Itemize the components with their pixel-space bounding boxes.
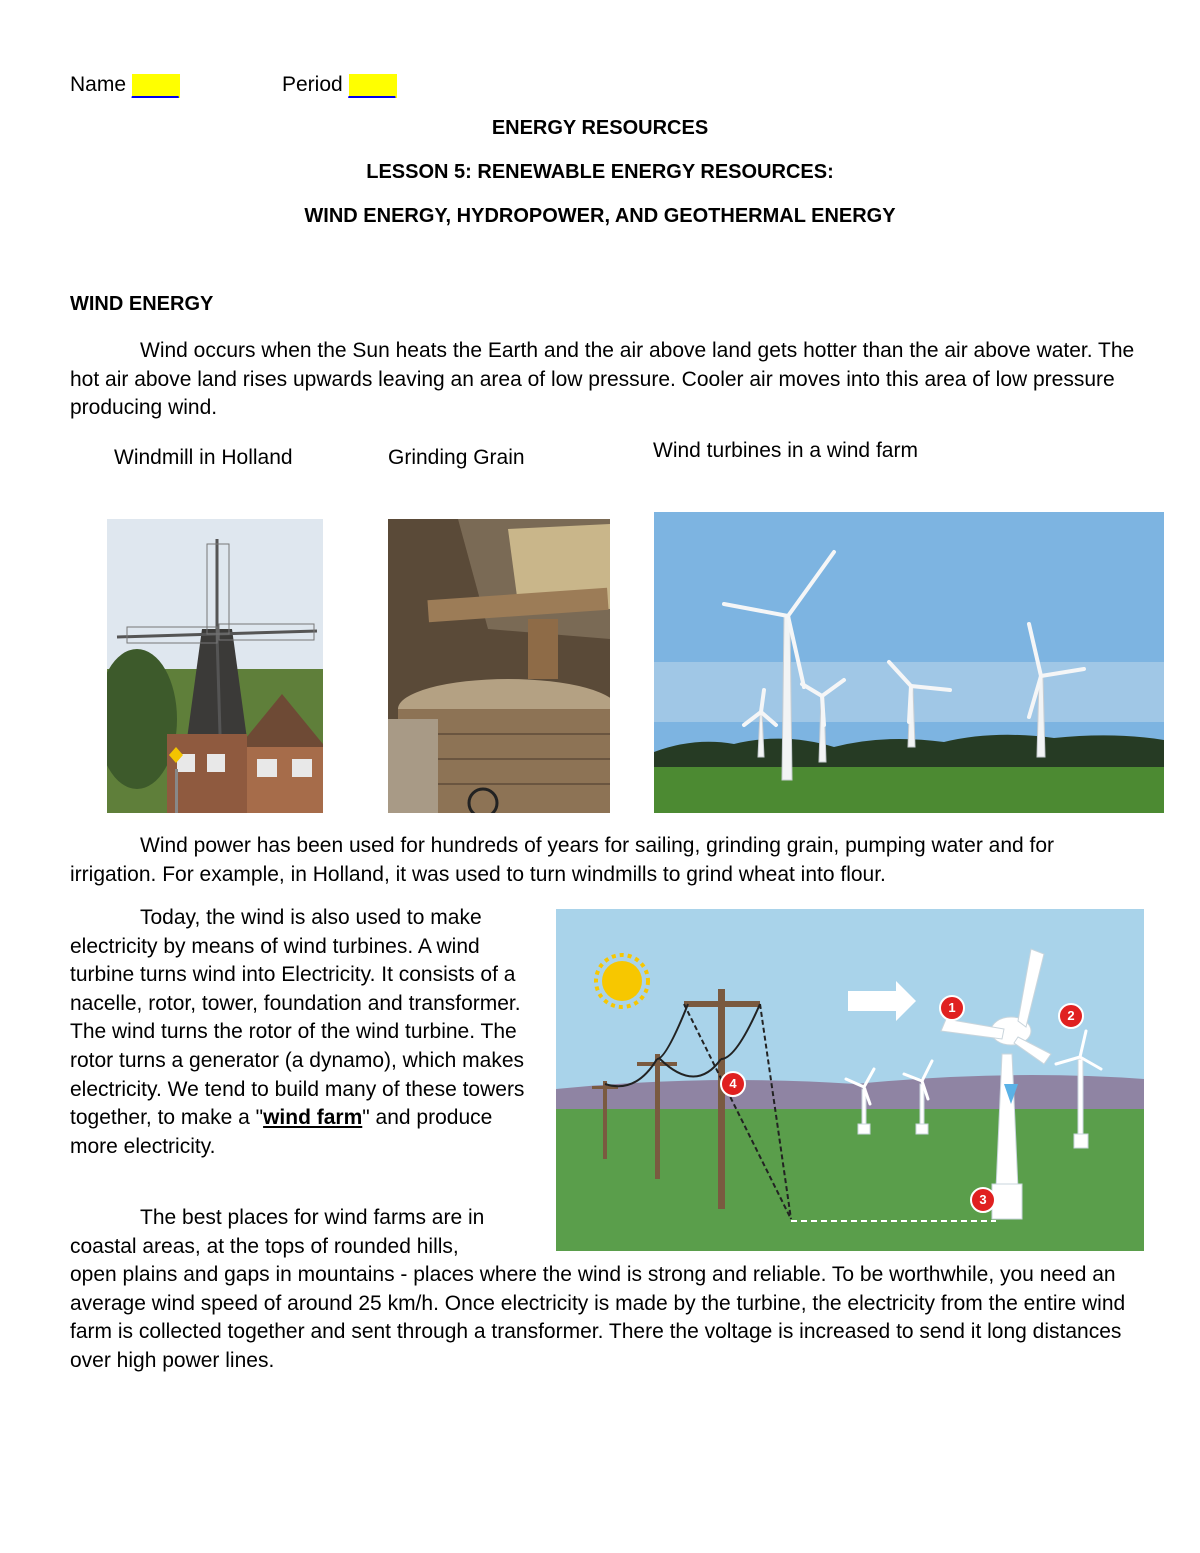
caption-farm: Wind turbines in a wind farm bbox=[653, 439, 918, 462]
intro-paragraph: Wind occurs when the Sun heats the Earth and the air above land gets hotter than the air above water. The hot air above land rises upwards leaving an area of low pressure. Cooler air moves into this area of low pressure producing wind. bbox=[70, 339, 1135, 420]
grain-photo bbox=[388, 519, 610, 813]
turbine-diagram bbox=[556, 909, 1144, 1251]
wind-farm-term: wind farm bbox=[263, 1106, 363, 1130]
section-heading: WIND ENERGY bbox=[70, 293, 214, 315]
period-field bbox=[282, 71, 397, 100]
diagram-marker-3 bbox=[970, 1187, 996, 1213]
diagram-marker-1 bbox=[939, 995, 965, 1021]
marker-1-label: 1 bbox=[939, 995, 965, 1021]
period-blank[interactable]: ____ bbox=[348, 76, 396, 99]
today-paragraph bbox=[70, 904, 535, 1161]
diagram-marker-4 bbox=[720, 1071, 746, 1097]
name-blank[interactable]: ____ bbox=[131, 76, 179, 99]
name-field bbox=[70, 71, 180, 100]
caption-windmill: Windmill in Holland bbox=[114, 446, 293, 469]
diagram-marker-2 bbox=[1058, 1003, 1084, 1029]
topics-title: WIND ENERGY, HYDROPOWER, AND GEOTHERMAL ENERGY bbox=[304, 205, 896, 227]
windfarm-photo bbox=[654, 512, 1164, 813]
name-label: Name bbox=[70, 73, 127, 96]
today-text-1: Today, the wind is also used to make electricity by means of wind turbines. A wind turbine turns wind into Electricity. It consists of a nacelle, rotor, tower, foundation and transformer. The wind turns the rotor of the wind turbine. The rotor turns a generator (a dynamo), which makes electricity. We tend to build many of these towers together, to make a " bbox=[70, 906, 525, 1130]
best-places-continuation: open plains and gaps in mountains - places where the wind is strong and reliable. To be worthwhile, you need an average wind speed of around 25 km/h. Once electricity is made by the turbine, the electricity from the entire wind farm is collected together and sent through a transformer. There the voltage is increased to send it long distances over high power lines. bbox=[70, 1263, 1126, 1372]
marker-2-label: 2 bbox=[1058, 1003, 1084, 1029]
lesson-title: LESSON 5: RENEWABLE ENERGY RESOURCES: bbox=[366, 161, 834, 183]
marker-4-label: 4 bbox=[720, 1071, 746, 1097]
caption-grain: Grinding Grain bbox=[388, 446, 525, 469]
best-places-paragraph: The best places for wind farms are in coastal areas, at the tops of rounded hills, bbox=[70, 1206, 485, 1258]
today-text-2: " and produce more electricity. bbox=[70, 1106, 493, 1158]
history-paragraph: Wind power has been used for hundreds of years for sailing, grinding grain, pumping water and for irrigation. For example, in Holland, it was used to turn windmills to grind wheat into flour. bbox=[70, 834, 1055, 886]
marker-3-label: 3 bbox=[970, 1187, 996, 1213]
period-label: Period bbox=[282, 73, 343, 96]
windmill-photo bbox=[107, 519, 323, 813]
course-title: ENERGY RESOURCES bbox=[491, 117, 709, 139]
